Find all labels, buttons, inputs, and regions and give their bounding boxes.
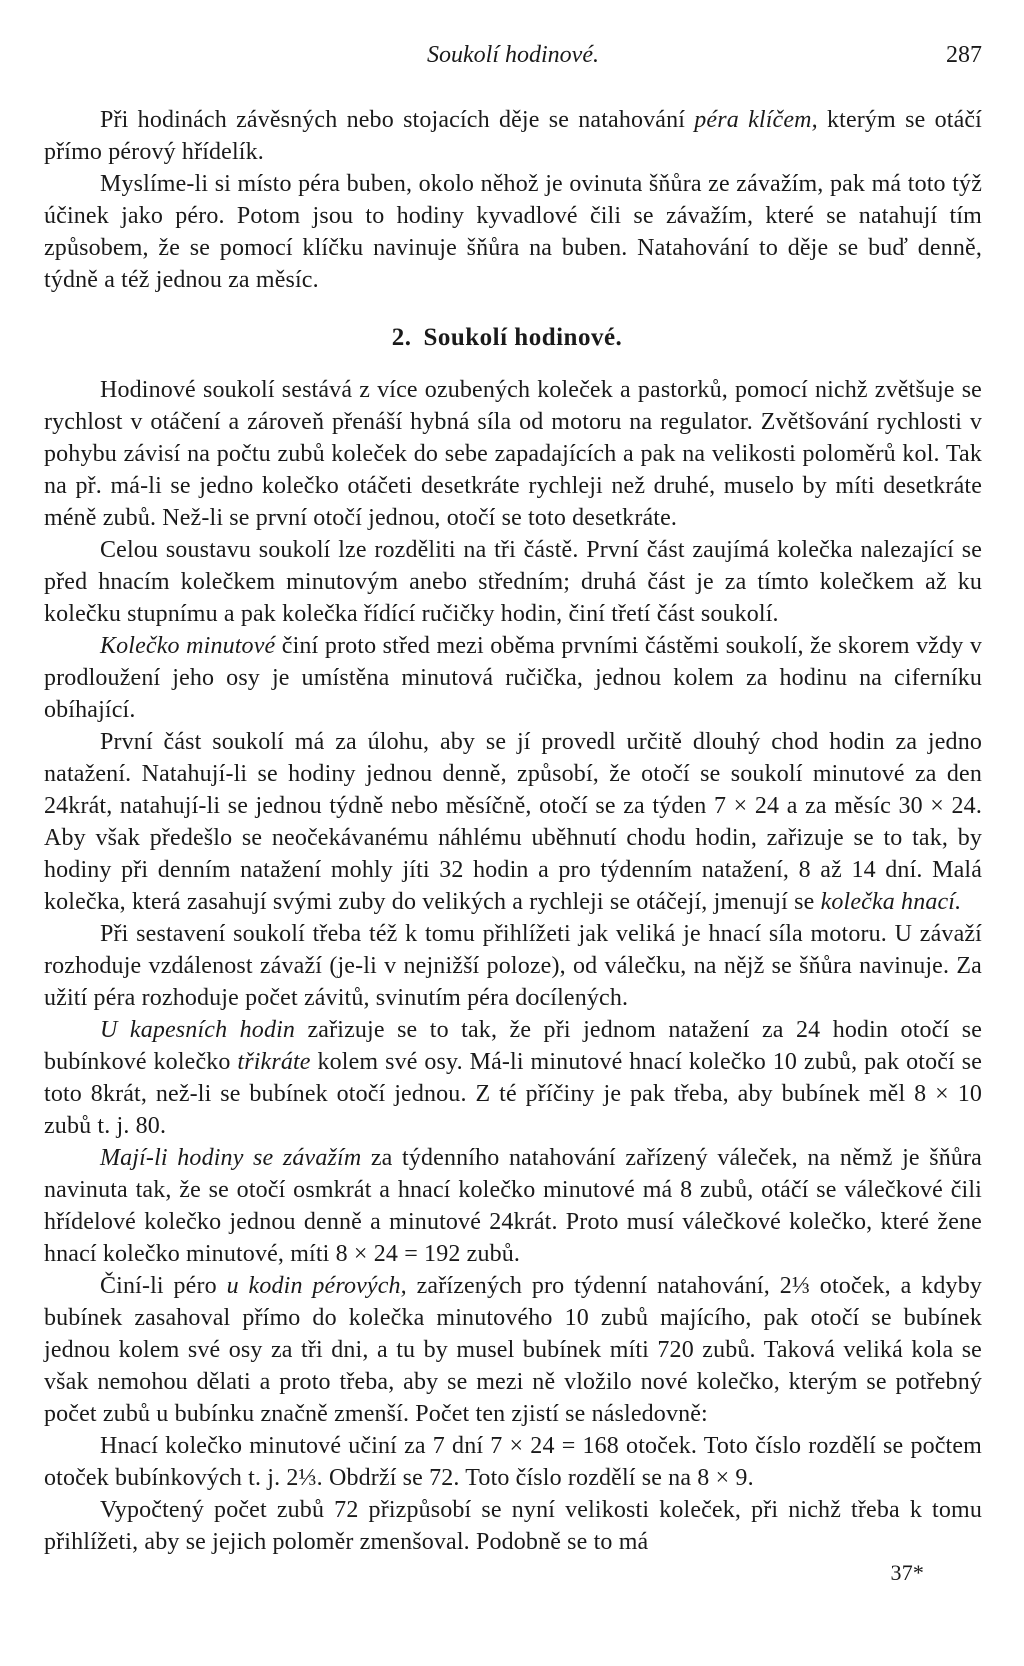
- paragraph: Myslíme-li si místo péra buben, okolo něhož je ovinuta šňůra ze závažím, pak má toto týž účinek jako péro. Potom jsou to hodiny kyvadlové čili se závažím, které se natahují tím způsobem, že se pomocí klíčku navinuje šňůra na buben. Natahování to děje se buď denně, týdně a též jednou za měsíc.: [44, 171, 982, 293]
- text-run: zařízených pro týdenní natahování, 2⅓ otoček, a kdyby bubínek zasahoval přímo do kolečka minutového 10 zubů majícího, pak otočí se bubínek jednou kolem své osy za tři dni, a tu by musel bubínek míti 720 zubů. Taková veliká kola se však nemohou dělati a proto třeba, aby se mezi ně vložilo nové kolečko, kterým se potřebný počet zubů u bubínku značně zmenší. Počet ten zjistí se následovně:: [44, 1273, 982, 1427]
- italic-term: U kapesních hodin: [100, 1017, 296, 1043]
- paragraph: [44, 104, 982, 168]
- running-title: Soukolí hodinové.: [427, 42, 599, 68]
- paragraph: [44, 630, 982, 726]
- italic-term: kolečka hnací.: [820, 889, 962, 915]
- page-number: 287: [946, 42, 982, 68]
- text-run: kterým se otáčí přímo pérový hřídelík.: [44, 107, 982, 165]
- paragraph: Hodinové soukolí sestává z více ozubených koleček a pastorků, pomocí nichž zvětšuje se rychlost v otáčení a zároveň přenáší hybná síla od motoru na regulator. Zvětšování rychlosti v pohybu závisí na počtu zubů koleček do sebe zapadajících a pak na velikosti poloměrů kol. Tak na př. má-li se jedno kolečko otáčeti desetkráte rychleji než druhé, muselo by míti desetkráte méně zubů. Než-li se první otočí jednou, otočí se toto desetkráte.: [44, 377, 982, 531]
- page-text: [44, 104, 982, 1588]
- book-page: [44, 36, 982, 1588]
- paragraph: Hnací kolečko minutové učiní za 7 dní 7 × 24 = 168 otoček. Toto číslo rozdělí se počtem otoček bubínkových t. j. 2⅓. Obdrží se 72. Toto číslo rozdělí se na 8 × 9.: [44, 1433, 982, 1491]
- italic-term: Mají-li hodiny se závažím: [100, 1145, 362, 1171]
- text-run: činí proto střed mezi oběma prvními částěmi soukolí, že skorem vždy v prodloužení jeho osy je umístěna minutová ručička, jednou kolem za hodinu na ciferníku obíhající.: [44, 633, 982, 723]
- signature-mark: 37*: [890, 1560, 924, 1585]
- paragraph: [44, 726, 982, 918]
- text-run: zařizuje se to tak, že při jednom natažení za 24 hodin otočí se bubínkové kolečko: [44, 1017, 983, 1075]
- text-run: Činí-li péro: [100, 1273, 227, 1299]
- section-number: 2.: [391, 324, 412, 351]
- running-head: [44, 36, 982, 76]
- paragraph: Při sestavení soukolí třeba též k tomu přihlížeti jak veliká je hnací síla motoru. U závaží rozhoduje vzdálenost závaží (je-li v nejnižší poloze), od válečku, na nějž se šňůra navinuje. Za užití péra rozhoduje počet závitů, svinutím péra docílených.: [44, 921, 982, 1011]
- text-run: za týdenního natahování zařízený váleček, na němž je šňůra navinuta tak, že se otočí osmkrát a hnací kolečko minutové má 8 zubů, otáčí se válečkové čili hřídelové kolečko jednou denně a minutové 24krát. Proto musí válečkové kolečko, které žene hnací kolečko minutové, míti 8 × 24 = 192 zubů.: [44, 1145, 982, 1267]
- italic-term: třikráte: [237, 1049, 311, 1075]
- text-run: První část soukolí má za úlohu, aby se jí provedl určitě dlouhý chod hodin za jedno natažení. Natahují-li se hodiny jednou denně, způsobí, že otočí se soukolí minutové za den 24krát, natahují-li se jednou týdně nebo měsíčně, otočí se za týden 7 × 24 a za měsíc 30 × 24. Aby však předešlo se neočekávanému náhlému uběhnutí chodu hodin, zařizuje se to tak, by hodiny při denním natažení mohly jíti 32 hodin a pro týdenním natažení, 8 až 14 dní. Malá kolečka, která zasahují svými zuby do velikých a rychleji se otáčejí, jmenují se: [44, 729, 982, 915]
- paragraph: [44, 1014, 982, 1142]
- italic-term: péra klíčem,: [694, 107, 818, 133]
- paragraph: [44, 1270, 982, 1430]
- section-title: Soukolí hodinové.: [423, 324, 623, 351]
- text-run: Při hodinách závěsných nebo stojacích děje se natahování: [100, 107, 695, 133]
- section-heading: [44, 322, 982, 354]
- text-run: kolem své osy. Má-li minutové hnací kolečko 10 zubů, pak otočí se toto 8krát, než-li se bubínek otočí jednou. Z té příčiny je pak třeba, aby bubínek měl 8 × 10 zubů t. j. 80.: [44, 1049, 982, 1139]
- paragraph: [44, 1142, 982, 1270]
- italic-term: u kodin pérových,: [226, 1273, 407, 1299]
- italic-term: Kolečko minutové: [100, 633, 276, 659]
- paragraph: Celou soustavu soukolí lze rozděliti na tři částě. První část zaujímá kolečka nalezající se před hnacím kolečkem minutovým anebo středním; druhá část je za tímto kolečkem až ku kolečku stupnímu a pak kolečka řídící ručičky hodin, činí třetí část soukolí.: [44, 537, 982, 627]
- paragraph: Vypočtený počet zubů 72 přizpůsobí se nyní velikosti koleček, při nichž třeba k tomu přihlížeti, aby se jejich poloměr zmenšoval. Podobně se to má: [44, 1497, 982, 1555]
